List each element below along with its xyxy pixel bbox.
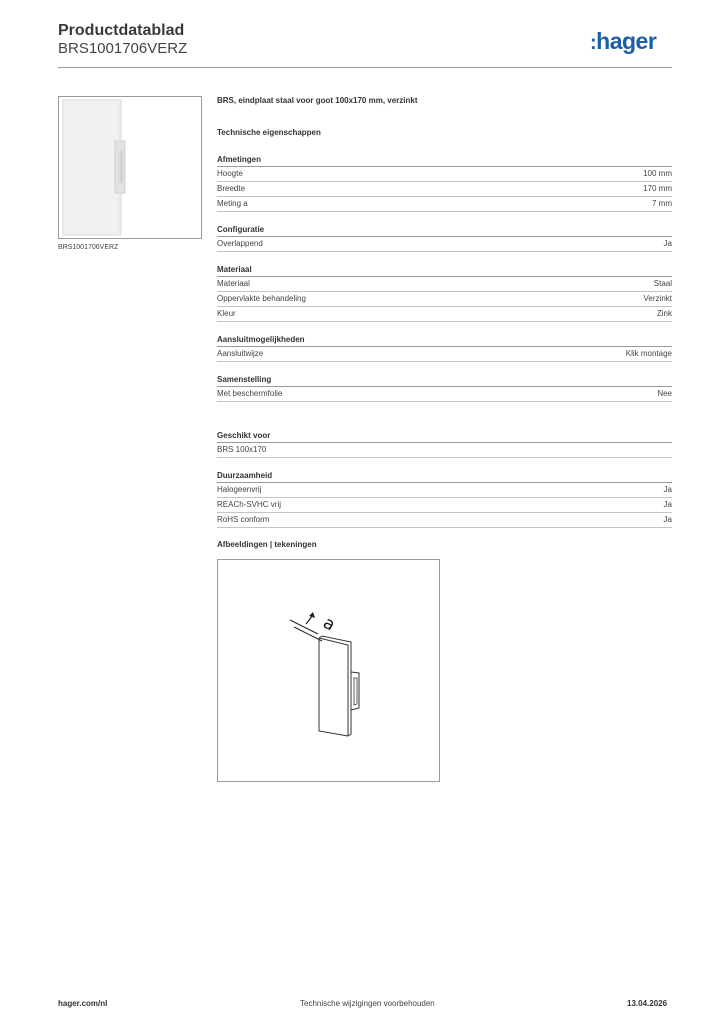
spec-row	[217, 307, 672, 322]
footer-disclaimer: Technische wijzigingen voorbehouden	[300, 999, 435, 1008]
spec-row	[217, 182, 672, 197]
spec-value: Nee	[657, 389, 672, 398]
spec-content	[217, 96, 672, 528]
spec-row	[217, 167, 672, 182]
spec-label: Kleur	[217, 309, 236, 318]
spec-value: Ja	[663, 485, 672, 494]
spec-row	[217, 292, 672, 307]
section-title: Geschikt voor	[217, 430, 672, 443]
spec-label: Met beschermfolie	[217, 389, 283, 398]
spec-label: REACh-SVHC vrij	[217, 500, 282, 509]
section-title: Duurzaamheid	[217, 470, 672, 483]
section-title: Configuratie	[217, 224, 672, 237]
thumbnail-caption: BRS1001706VERZ	[58, 244, 119, 251]
dimension-label-a: a	[319, 613, 339, 636]
spec-label: Oppervlakte behandeling	[217, 294, 306, 303]
spec-label: Breedte	[217, 184, 246, 193]
section-title: Samenstelling	[217, 374, 672, 387]
spec-value: 7 mm	[652, 199, 672, 208]
footer-date: 13.04.2026	[627, 999, 668, 1008]
section-afmetingen	[217, 154, 672, 212]
spec-value: 170 mm	[643, 184, 672, 193]
logo-text: hager	[596, 28, 657, 54]
spec-row	[217, 197, 672, 212]
header-divider	[58, 67, 672, 68]
section-title: Aansluitmogelijkheden	[217, 334, 672, 347]
spec-value: Ja	[663, 515, 672, 524]
tech-heading: Technische eigenschappen	[217, 128, 321, 137]
section-configuratie	[217, 224, 672, 252]
section-samenstelling	[217, 374, 672, 402]
product-description: BRS, eindplaat staal voor goot 100x170 mm, verzinkt	[217, 96, 418, 105]
section-title: Afmetingen	[217, 154, 672, 167]
spec-value: Zink	[656, 309, 672, 318]
spec-value: Staal	[653, 279, 672, 288]
spec-label: Hoogte	[217, 169, 243, 178]
product-thumbnail	[58, 96, 202, 239]
section-duurzaamheid	[217, 470, 672, 528]
spec-label: Aansluitwijze	[217, 349, 264, 358]
spec-label: Materiaal	[217, 279, 250, 288]
spec-value: Ja	[663, 239, 672, 248]
spec-row	[217, 443, 672, 458]
page-title: Productdatablad	[58, 22, 185, 39]
section-materiaal	[217, 264, 672, 322]
spec-value: Verzinkt	[643, 294, 672, 303]
hager-logo: :hager	[590, 28, 657, 54]
spec-row	[217, 387, 672, 402]
spec-row	[217, 498, 672, 513]
spec-label: RoHS conform	[217, 515, 270, 524]
section-title: Materiaal	[217, 264, 672, 277]
spec-row	[217, 277, 672, 292]
end-plate-photo	[59, 97, 201, 238]
technical-drawing	[217, 559, 440, 782]
spec-row	[217, 237, 672, 252]
section-geschikt-voor	[217, 430, 672, 458]
spec-value: 100 mm	[643, 169, 672, 178]
footer-website: hager.com/nl	[58, 999, 108, 1008]
spec-row	[217, 483, 672, 498]
section-aansluitmogelijkheden	[217, 334, 672, 362]
spec-value: Klik montage	[625, 349, 672, 358]
spec-row	[217, 347, 672, 362]
spec-label: Halogeenvrij	[217, 485, 262, 494]
product-code: BRS1001706VERZ	[58, 40, 188, 57]
spec-label: Meting a	[217, 199, 248, 208]
spec-label: BRS 100x170	[217, 445, 267, 454]
spec-label: Overlappend	[217, 239, 263, 248]
end-plate-drawing	[218, 560, 439, 781]
spec-value: Ja	[663, 500, 672, 509]
figures-title: Afbeeldingen | tekeningen	[217, 540, 317, 549]
spec-row	[217, 513, 672, 528]
